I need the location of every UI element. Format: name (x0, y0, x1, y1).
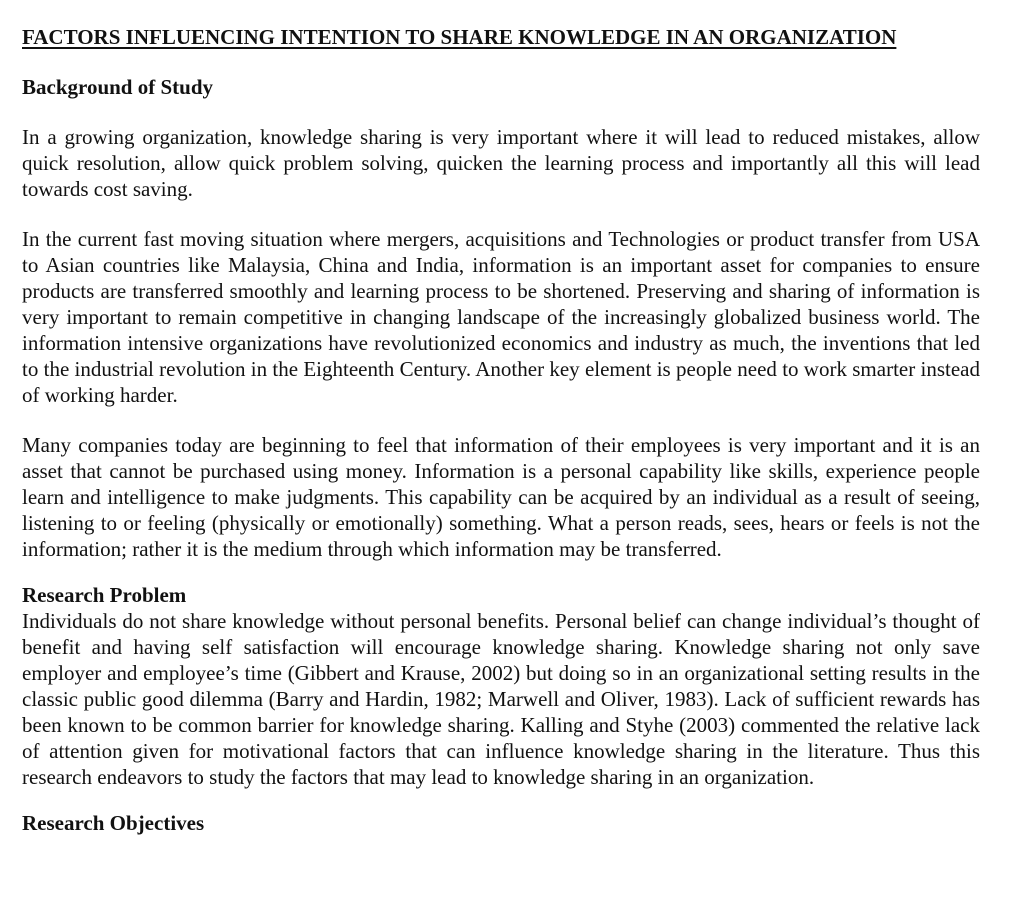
background-heading: Background of Study (22, 75, 214, 99)
document-page (22, 22, 980, 836)
research-objectives-heading: Research Objectives (22, 811, 205, 835)
background-paragraph-1: In a growing organization, knowledge sharing is very important where it will lead to reduced mistakes, allow quick resolution, allow quick problem solving, quicken the learning process and importantly all this will lead towards cost saving. (22, 125, 980, 201)
research-problem-paragraph: Individuals do not share knowledge without personal benefits. Personal belief can change individual’s thought of benefit and having self satisfaction will encourage knowledge sharing. Knowledge sharing not only save employer and employee’s time (Gibbert and Krause, 2002) but doing so in an organizational setting results in the classic public good dilemma (Barry and Hardin, 1982; Marwell and Oliver, 1983). Lack of sufficient rewards has been known to be common barrier for knowledge sharing. Kalling and Styhe (2003) commented the relative lack of attention given for motivational factors that can influence knowledge sharing in the literature. Thus this research endeavors to study the factors that may lead to knowledge sharing in an organization. (22, 609, 980, 789)
background-paragraph-2: In the current fast moving situation where mergers, acquisitions and Technologies or product transfer from USA to Asian countries like Malaysia, China and India, information is an important asset for companies to ensure products are transferred smoothly and learning process to be shortened. Preserving and sharing of information is very important to remain competitive in changing landscape of the increasingly globalized business world. The information intensive organizations have revolutionized economics and industry as much, the inventions that led to the industrial revolution in the Eighteenth Century. Another key element is people need to work smarter instead of working harder. (22, 227, 980, 407)
research-problem-heading: Research Problem (22, 583, 187, 607)
document-title: FACTORS INFLUENCING INTENTION TO SHARE KNOWLEDGE IN AN ORGANIZATION (22, 25, 897, 49)
background-paragraph-3: Many companies today are beginning to feel that information of their employees is very important and it is an asset that cannot be purchased using money. Information is a personal capability like skills, experience people learn and intelligence to make judgments. This capability can be acquired by an individual as a result of seeing, listening to or feeling (physically or emotionally) something. What a person reads, sees, hears or feels is not the information; rather it is the medium through which information may be transferred. (22, 433, 980, 561)
